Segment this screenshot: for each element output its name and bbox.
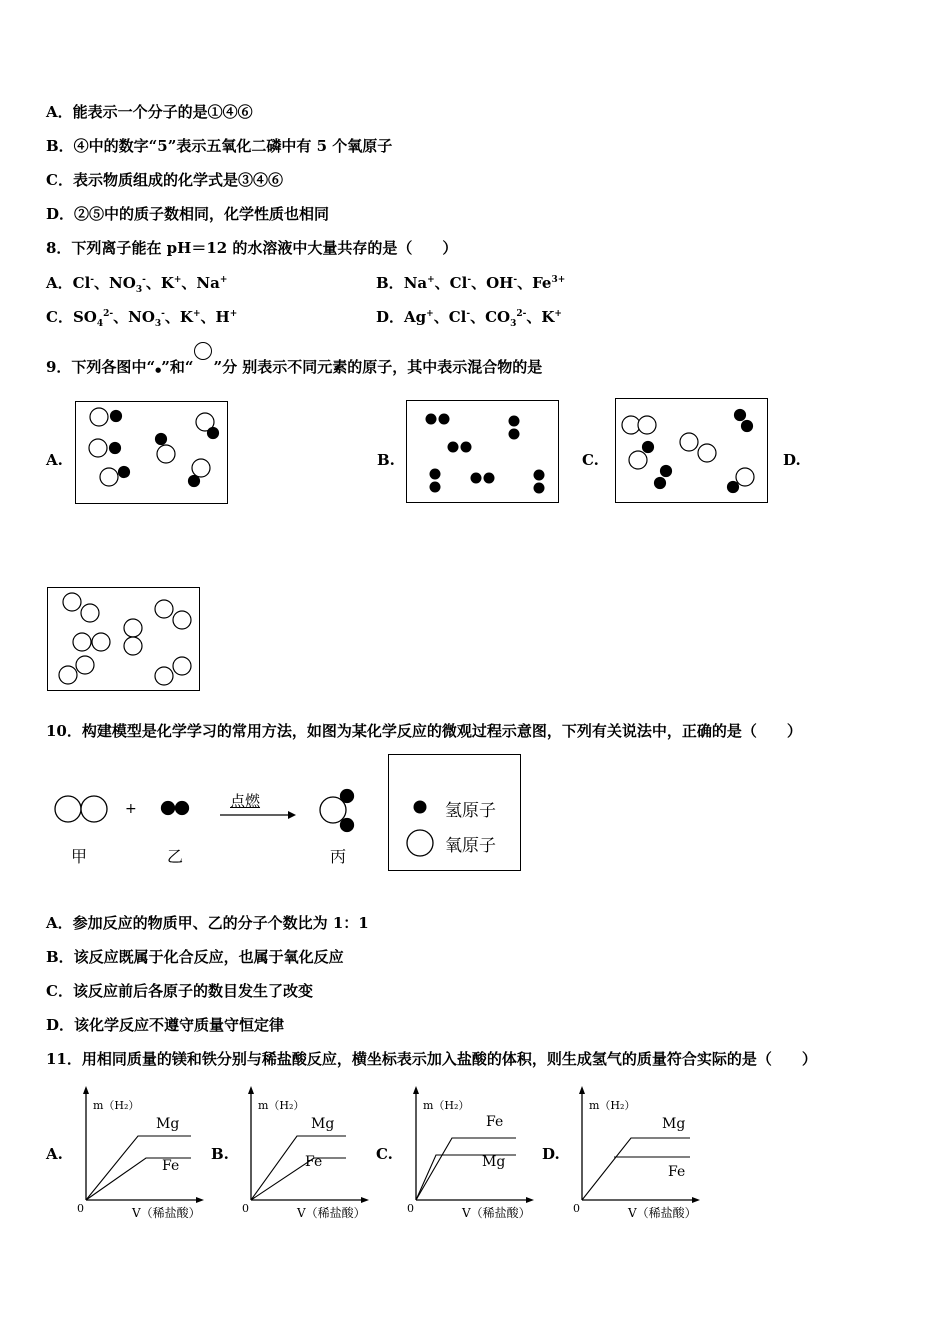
ion-subscript: 4 [96, 319, 104, 329]
upper-series-label: Mg [156, 1116, 180, 1132]
q11-graph-b [211, 1082, 371, 1222]
q8-c-prefix: C． [46, 308, 73, 326]
lower-series-label: Fe [305, 1154, 323, 1170]
y-axis-arrow-icon [579, 1086, 585, 1094]
oxygen-atom-jia-2 [81, 796, 107, 822]
q11-graph-d [542, 1082, 702, 1222]
q9-molecules-a [76, 402, 227, 503]
x-axis-label: V（稀盐酸） [628, 1206, 697, 1220]
ion-text: 、NO [113, 308, 155, 326]
x-axis-arrow-icon [526, 1197, 534, 1203]
q11-graph-label-d: D. [542, 1145, 560, 1163]
q10-option-b: B．该反应既属于化合反应，也属于氧化反应 [46, 948, 344, 966]
ion-charge: + [554, 309, 562, 319]
q11-graph-label-b: B. [211, 1145, 229, 1163]
q9-diagram-a [75, 401, 228, 504]
ion-text: 、Na [181, 274, 220, 292]
ion-charge: - [467, 275, 472, 285]
x-axis-label: V（稀盐酸） [297, 1206, 366, 1220]
q10-label-bing: 丙 [330, 847, 347, 866]
ion-text: Ag [404, 308, 427, 326]
upper-series-label: Mg [311, 1116, 335, 1132]
ion-subscript: 3 [154, 319, 162, 329]
ion-charge: - [90, 275, 95, 285]
upper-series-label: Mg [662, 1116, 686, 1132]
hydrogen-atom-bing-1 [341, 790, 354, 803]
hydrogen-atom-bing-2 [341, 819, 354, 832]
q11-graph-c [376, 1082, 536, 1222]
q10-plus: + [125, 801, 137, 817]
q9-stem [46, 354, 542, 380]
q8-option-b [376, 273, 565, 293]
hydrogen-atom-icon [414, 801, 427, 814]
origin-label: 0 [573, 1202, 580, 1215]
q8-option-d [376, 307, 562, 327]
ion-text: 、Cl [434, 274, 468, 292]
ion-text: 、K [164, 308, 193, 326]
q10-option-a: A．参加反应的物质甲、乙的分子个数比为 1：1 [46, 914, 369, 932]
legend-oxygen-label: 氧原子 [445, 836, 496, 856]
q8-b-prefix: B． [376, 274, 404, 292]
ion-text: 、K [145, 274, 174, 292]
q7-option-b: B．④中的数字“5”表示五氧化二磷中有 5 个氧原子 [46, 137, 393, 155]
ion-text: 、NO [94, 274, 136, 292]
ion-charge: + [427, 275, 435, 285]
lower-series-line [251, 1158, 346, 1200]
ion-subscript: 3 [510, 319, 517, 329]
ion-charge: - [513, 275, 518, 285]
q10-option-c: C．该反应前后各原子的数目发生了改变 [46, 982, 313, 1000]
x-axis-arrow-icon [361, 1197, 369, 1203]
ion-text: 、Cl [433, 308, 467, 326]
q11-graph-label-a: A. [46, 1145, 63, 1163]
lower-series-label: Fe [668, 1164, 686, 1180]
q11-graph-a [46, 1082, 206, 1222]
ion-charge: 3+ [551, 275, 566, 285]
q8-stem: 8．下列离子能在 pH＝12 的水溶液中大量共存的是（ ） [46, 239, 458, 257]
ion-charge: - [466, 309, 471, 319]
ion-subscript: 3 [135, 285, 143, 295]
x-axis-arrow-icon [196, 1197, 204, 1203]
q9-stem-part2: ”和“ [161, 358, 194, 376]
q9-diagram-d [47, 587, 200, 691]
q10-legend [388, 754, 521, 871]
y-axis-label: m（H₂） [258, 1099, 305, 1112]
upper-series-label: Fe [486, 1114, 504, 1130]
x-axis-label: V（稀盐酸） [462, 1206, 531, 1220]
q9-diagram-c [615, 398, 768, 503]
q11-stem: 11．用相同质量的镁和铁分别与稀盐酸反应，横坐标表示加入盐酸的体积，则生成氢气的质量符合实际的是（ ） [46, 1050, 817, 1068]
q7-option-a: A．能表示一个分子的是①④⑥ [46, 103, 253, 121]
y-axis-arrow-icon [413, 1086, 419, 1094]
q10-reaction-diagram [40, 760, 400, 900]
legend-hydrogen-label: 氢原子 [445, 801, 496, 821]
lower-series-label: Mg [482, 1154, 506, 1170]
ion-charge: + [192, 309, 201, 319]
q10-condition: 点燃 [230, 792, 261, 810]
q9-label-b: B. [377, 451, 395, 469]
ion-text: 、Fe [517, 274, 552, 292]
q9-label-a: A. [46, 451, 63, 469]
q10-option-d: D．该化学反应不遵守质量守恒定律 [46, 1016, 285, 1034]
q9-stem-part1: 9．下列各图中“ [46, 358, 156, 376]
ion-text: 、K [526, 308, 555, 326]
q7-option-c: C．表示物质组成的化学式是③④⑥ [46, 171, 283, 189]
q9-molecules-d [48, 588, 199, 690]
origin-label: 0 [407, 1202, 414, 1215]
ion-charge: 2- [103, 309, 114, 319]
q9-molecules-b [407, 401, 558, 502]
q9-label-d: D. [783, 451, 801, 469]
open-circle-icon [194, 342, 212, 360]
ion-charge: + [173, 275, 182, 285]
arrow-head-icon [288, 811, 296, 819]
ion-text: Cl [72, 274, 91, 292]
q8-option-c [46, 307, 237, 327]
ion-charge: + [426, 309, 434, 319]
origin-label: 0 [242, 1202, 249, 1215]
q8-a-prefix: A． [46, 274, 73, 292]
x-axis-arrow-icon [692, 1197, 700, 1203]
ion-text: SO [72, 308, 97, 326]
q8-d-prefix: D． [376, 308, 405, 326]
q9-molecules-c [616, 399, 767, 502]
q9-stem-dot: ● [155, 365, 162, 374]
ion-charge: 2- [516, 309, 527, 319]
origin-label: 0 [77, 1202, 84, 1215]
y-axis-label: m（H₂） [423, 1099, 470, 1112]
ion-text: Na [403, 274, 428, 292]
q10-label-jia: 甲 [71, 847, 88, 866]
q10-label-yi: 乙 [167, 847, 184, 866]
hydrogen-atom-yi-2 [176, 802, 189, 815]
y-axis-arrow-icon [248, 1086, 254, 1094]
oxygen-atom-icon [407, 830, 433, 856]
ion-charge: + [219, 275, 228, 285]
q10-stem: 10．构建模型是化学学习的常用方法，如图为某化学反应的微观过程示意图，下列有关说法中，正确的是（ ） [46, 722, 802, 740]
lower-series-label: Fe [162, 1158, 180, 1174]
y-axis-arrow-icon [83, 1086, 89, 1094]
oxygen-atom-jia-1 [55, 796, 81, 822]
ion-text: 、CO [470, 308, 511, 326]
q8-option-a [46, 273, 227, 293]
q7-option-d: D．②⑤中的质子数相同，化学性质也相同 [46, 205, 330, 223]
ion-charge: + [229, 309, 238, 319]
q11-graph-label-c: C. [376, 1145, 393, 1163]
x-axis-label: V（稀盐酸） [132, 1206, 201, 1220]
q9-diagram-b [406, 400, 559, 503]
q9-stem-part3: ”分 别表示不同元素的原子，其中表示混合物的是 [213, 358, 543, 376]
y-axis-label: m（H₂） [589, 1099, 636, 1112]
y-axis-label: m（H₂） [93, 1099, 140, 1112]
ion-charge: - [161, 309, 165, 319]
ion-charge: - [142, 275, 146, 285]
ion-text: 、H [200, 308, 230, 326]
q9-label-c: C. [582, 451, 599, 469]
ion-text: 、OH [471, 274, 514, 292]
hydrogen-atom-yi-1 [162, 802, 175, 815]
